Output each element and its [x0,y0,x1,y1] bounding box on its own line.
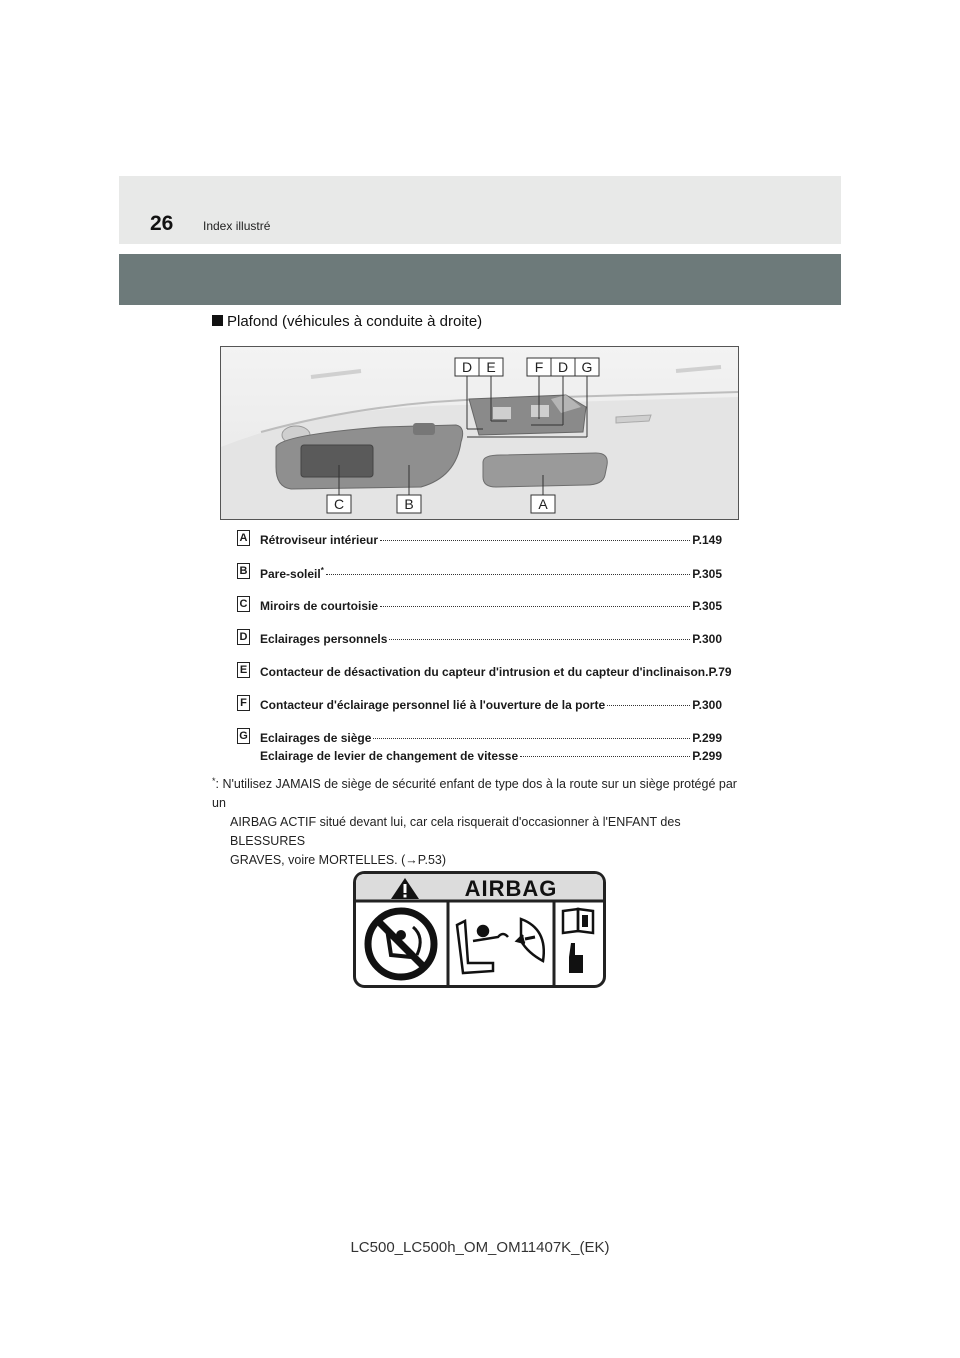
section-title-text: Plafond (véhicules à conduite à droite) [227,313,483,330]
leader-dots [380,606,690,607]
list-item [237,563,722,583]
callout-a: A [538,496,548,512]
item-label: Miroirs de courtoisie [260,599,379,613]
airbag-label-graphic [353,871,606,988]
list-item [237,629,722,649]
item-badge: D [237,629,250,645]
page-number: 26 [150,212,174,235]
document-code: LC500_LC500h_OM_OM11407K_(EK) [350,1239,610,1256]
item-page-link[interactable]: P.149 [692,533,722,547]
ceiling-illustration [220,346,739,520]
item-badge: G [237,728,250,744]
item-label: Eclairages de siège [260,731,372,745]
footnote-marker: * [212,776,216,786]
list-item [237,728,722,748]
list-item [237,530,722,550]
section-title [212,313,482,330]
item-label: Eclairages personnels [260,632,388,646]
leader-dots [520,756,690,757]
callout-g: G [581,359,593,375]
item-badge: E [237,662,250,678]
item-page-link[interactable]: P.300 [692,698,722,712]
item-badge: B [237,563,250,579]
leader-dots [373,738,690,739]
item-page-link[interactable]: P.79 [708,665,732,679]
callout-f: F [534,359,544,375]
item-page-link[interactable]: P.305 [692,567,722,581]
item-label: Pare-soleil [260,567,321,581]
airbag-label-text: AIRBAG [464,876,558,901]
list-item [237,662,732,682]
footnote-line-3: GRAVES, voire MORTELLES. (→P.53) [230,853,447,867]
item-page-link[interactable]: P.305 [692,599,722,613]
footnote-line-1: : N'utilisez JAMAIS de siège de sécurité enfant de type dos à la route sur un siège protégé par un [212,777,737,810]
leader-dots [607,705,690,706]
item-footnote-marker: * [320,566,324,575]
callout-e: E [486,359,496,375]
footnote [212,772,752,870]
item-label: Rétroviseur intérieur [260,533,379,547]
callout-d1: D [461,359,473,375]
item-page-link[interactable]: P.300 [692,632,722,646]
item-page-link[interactable]: P.299 [692,749,722,763]
callout-b: B [404,496,414,512]
item-page-link[interactable]: P.299 [692,731,722,745]
chapter-title: Index illustré [203,219,271,233]
airbag-warning-label [353,871,606,993]
callout-d2: D [557,359,569,375]
header-band [119,176,841,244]
item-label: Contacteur de désactivation du capteur d'intrusion et du capteur d'inclinaison. [260,665,709,679]
item-label: Contacteur d'éclairage personnel lié à l'ouverture de la porte [260,698,606,712]
list-item [237,596,722,616]
section-band [119,254,841,305]
item-label: Eclairage de levier de changement de vitesse [260,749,519,763]
square-bullet-icon [212,315,223,326]
item-badge: C [237,596,250,612]
footnote-line-2: AIRBAG ACTIF situé devant lui, car cela risquerait d'occasionner à l'ENFANT des BLESSURES [230,815,681,848]
list-item [237,746,722,766]
list-item [237,695,722,715]
item-badge: A [237,530,250,546]
leader-dots [389,639,690,640]
item-badge: F [237,695,250,711]
callout-c: C [333,496,345,512]
leader-dots [380,540,690,541]
ceiling-drawing [221,347,739,520]
leader-dots [326,574,690,575]
